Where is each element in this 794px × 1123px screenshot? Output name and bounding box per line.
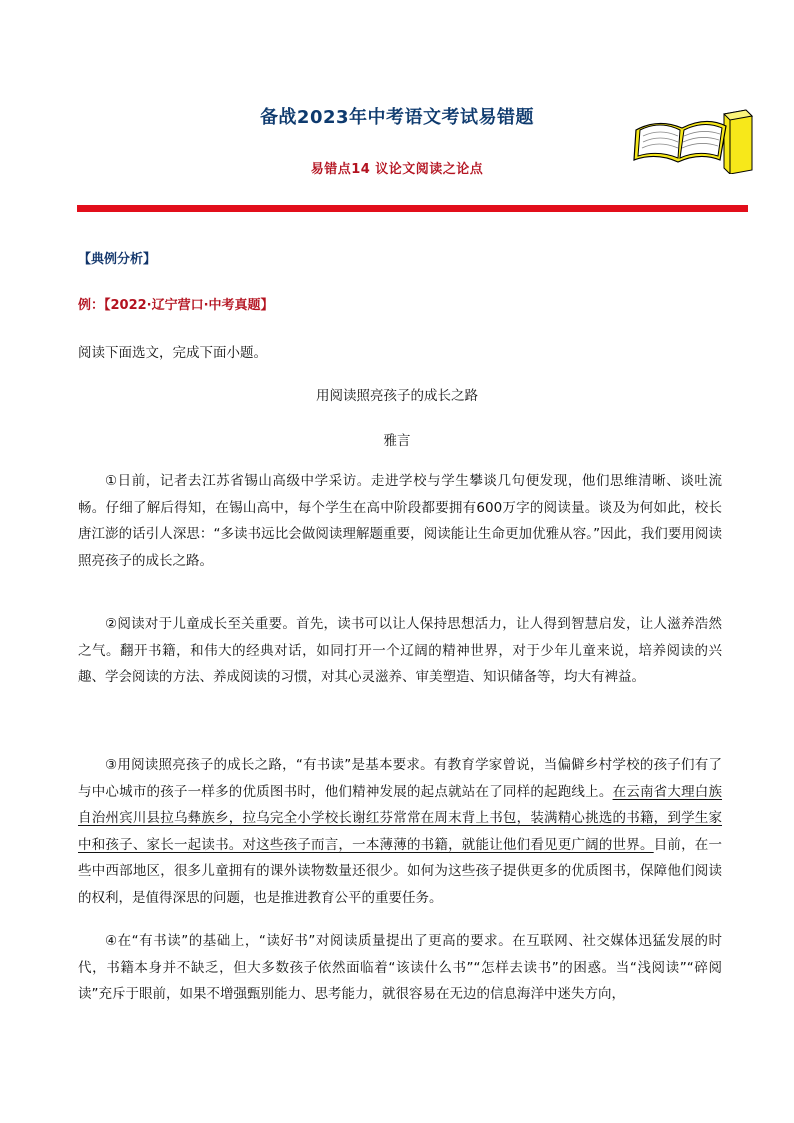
article-author: 雅言 bbox=[383, 433, 411, 449]
section-label: 【典例分析】 bbox=[78, 252, 157, 267]
paragraph-2: ②阅读对于儿童成长至关重要。首先，读书可以让人保持思想活力，让人得到智慧启发，让人滋养浩然之气。翻开书籍，和伟大的经典对话，如同打开一个辽阔的精神世界，对于少年儿童来说，培养阅读的兴趣、学会阅读的方法、养成阅读的习惯，对其心灵滋养、审美塑造、知识储备等，均大有裨益。 bbox=[78, 616, 722, 685]
paragraph-3 bbox=[78, 752, 722, 911]
header-divider bbox=[77, 205, 748, 212]
paragraph-3-text-a: ③用阅读照亮孩子的成长之路，“有书读”是基本要求。有教育学家曾说，当偏僻乡村学校的孩子们有了与中心城市的孩子一样多的优质图书时，他们精神发展的起点就站在了同样的起跑线上。 bbox=[78, 757, 722, 800]
paragraph-3-underlined: 在云南省大理白族自治州宾川县拉乌彝族乡，拉乌完全小学校长谢红芬常常在周末背上书包，装满精心挑选的书籍，到学生家中和孩子、家长一起读书。对这些孩子而言，一本薄薄的书籍，就能让他们看见更广阔的世界。 bbox=[78, 783, 723, 853]
document-subtitle: 易错点14 议论文阅读之论点 bbox=[310, 162, 484, 177]
paragraph-1: ①日前，记者去江苏省锡山高级中学采访。走进学校与学生攀谈几句便发现，他们思维清晰、谈吐流畅。仔细了解后得知，在锡山高中，每个学生在高中阶段都要拥有600万字的阅读量。谈及为何如此，校长唐江澎的话引人深思：“多读书远比会做阅读理解题重要，阅读能让生命更加优雅从容。”因此，我们要用阅读照亮孩子的成长之路。 bbox=[78, 473, 722, 569]
article-title: 用阅读照亮孩子的成长之路 bbox=[316, 388, 478, 404]
paragraph-3-text-b: 目前，在一些中西部地区，很多儿童拥有的课外读物数量还很少。如何为这些孩子提供更多的优质图书，保障他们阅读的权利，是值得深思的问题，也是推进教育公平的重要任务。 bbox=[78, 836, 723, 906]
paragraph-4: ④在“有书读”的基础上，“读好书”对阅读质量提出了更高的要求。在互联网、社交媒体迅猛发展的时代，书籍本身并不缺乏，但大多数孩子依然面临着“该读什么书”“怎样去读书”的困惑。当“浅阅读”“碎阅读”充斥于眼前，如果不增强甄别能力、思考能力，就很容易在无边的信息海洋中迷失方向， bbox=[78, 933, 722, 1002]
document-title: 备战2023年中考语文考试易错题 bbox=[259, 107, 535, 128]
example-source: 例：【2022·辽宁营口·中考真题】 bbox=[78, 298, 274, 313]
instruction-text: 阅读下面选文，完成下面小题。 bbox=[78, 345, 267, 361]
